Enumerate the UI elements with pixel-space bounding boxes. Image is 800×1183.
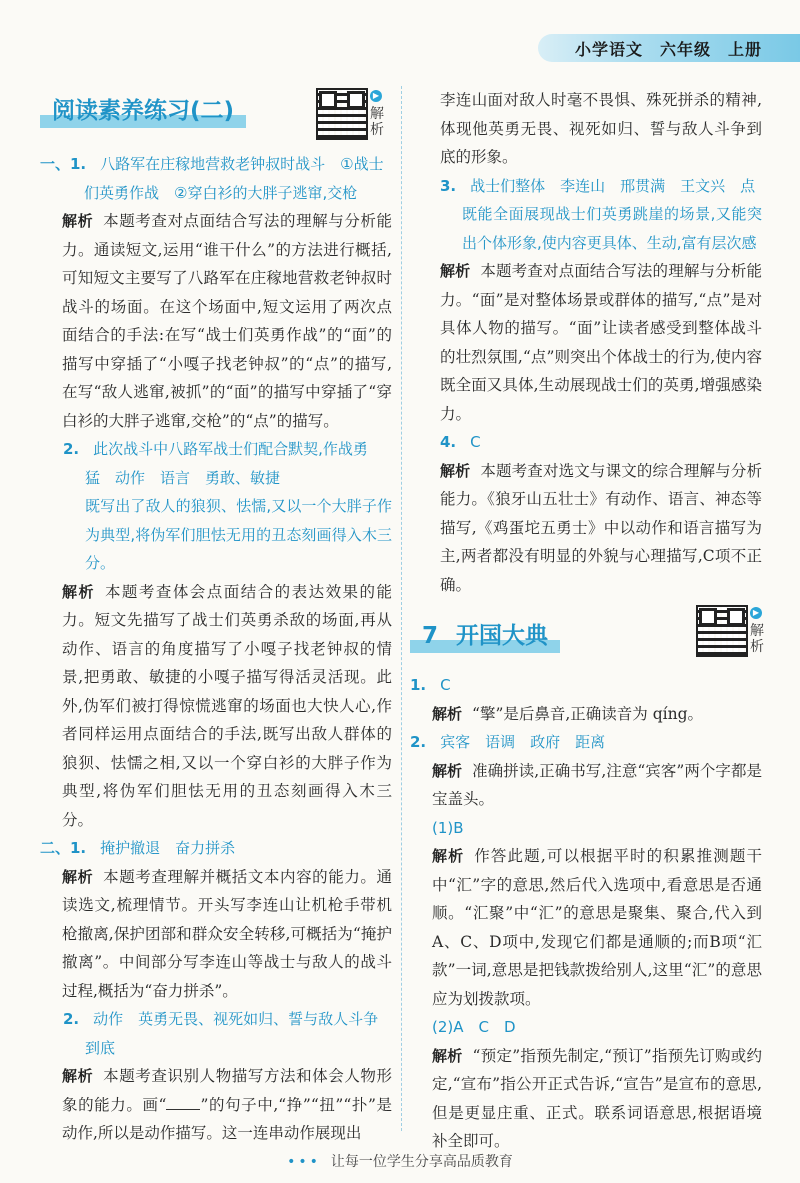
analysis-paragraph: 解析 “预定”指预先制定,“预订”指预先订购或约定,“宣布”指公开正式告诉,“宣告”是宣布的意思,但是更显庄重、正式。联系词语意思,根据语境补全即可。 bbox=[432, 1046, 762, 1150]
underline-blank bbox=[166, 1093, 200, 1110]
answer-text: 猛 动作 语言 勇敢、敏捷 bbox=[85, 468, 281, 487]
analysis-label: 解析 bbox=[62, 867, 94, 886]
answer-text: 既能全面展现战士们英勇跳崖的场景,又能突出个体形象,使内容更具体、生动,富有层次感 bbox=[462, 205, 762, 252]
analysis-label: 解析 bbox=[440, 262, 471, 280]
answer-text: 此次战斗中八路军战士们配合默契,作战勇 bbox=[93, 440, 368, 458]
analysis-label: 解析 bbox=[432, 761, 463, 780]
answer-text: 战士们整体 李连山 邢贯满 王文兴 点 bbox=[470, 176, 756, 195]
footer-dots: ••• bbox=[287, 1154, 321, 1170]
analysis-paragraph: 解析 作答此题,可以根据平时的积累推测题干中“汇”字的意思,然后代入选项中,看意思是否通顺。“汇聚”中“汇”的意思是聚集、聚合,代入到A、C、D项中,发现它们都是通顺的;而B项“汇款”一词,意思是把钱款拨给别人,这里“汇”的意思应为划拨款项。 bbox=[432, 847, 762, 1008]
footer-slogan: 让每一位学生分享高品质教育 bbox=[330, 1154, 513, 1170]
section-title: 阅读素养练习(二) bbox=[40, 94, 246, 128]
answer-text: (2)A C D bbox=[432, 1018, 516, 1036]
question-number: 1. bbox=[410, 676, 427, 694]
page-footer bbox=[0, 1151, 800, 1171]
question-number: 一、1. bbox=[40, 155, 87, 173]
question-number: 2. bbox=[63, 1010, 80, 1028]
continued-paragraph: 李连山面对敌人时毫不畏惧、殊死拼杀的精神,体现他英勇无畏、视死如归、誓与敌人斗争到底的形象。 bbox=[440, 91, 762, 166]
qr-label: 解析 bbox=[370, 106, 384, 138]
analysis-paragraph: 解析 本题考查识别人物描写方法和体会人物形象的能力。画“ ”的句子中,“挣”“扭”“扑”是动作,所以是动作描写。这一连串动作展现出 bbox=[62, 1067, 392, 1142]
answer-text: 动作 英勇无畏、视死如归、誓与敌人斗争 bbox=[93, 1010, 379, 1028]
question-number: 二、1. bbox=[40, 839, 87, 857]
page-header bbox=[0, 34, 800, 62]
qr-label: 解析 bbox=[750, 623, 764, 655]
analysis-paragraph: 解析 “擎”是后鼻音,正确读音为 qíng。 bbox=[432, 704, 704, 723]
answer-text: C bbox=[470, 433, 481, 451]
answer-text: C bbox=[440, 676, 451, 694]
analysis-label: 解析 bbox=[432, 1046, 463, 1065]
analysis-paragraph: 解析 准确拼读,正确书写,注意“宾客”两个字都是宝盖头。 bbox=[432, 761, 762, 808]
analysis-label: 解析 bbox=[62, 212, 94, 230]
analysis-label: 解析 bbox=[432, 704, 463, 723]
analysis-paragraph: 解析 本题考查对点面结合写法的理解与分析能力。“面”是对整体场景或群体的描写,“点”是对具体人物的描写。“面”让读者感受到整体战斗的壮烈氛围,“点”则突出个体战士的行为,使内容既全面又具体,生动展现战士们的英勇,增强感染力。 bbox=[440, 262, 762, 423]
play-icon: ▶ bbox=[370, 90, 382, 102]
analysis-label: 解析 bbox=[62, 582, 95, 601]
analysis-paragraph: 解析 本题考查理解并概括文本内容的能力。通读选文,梳理情节。开头写李连山让机枪手带机枪撤离,保护团部和群众安全转移,可概括为“掩护撤离”。中间部分写李连山等战士与敌人的战斗过程,概括为“奋力拼杀”。 bbox=[62, 867, 392, 1000]
answer-text: 掩护撤退 奋力拼杀 bbox=[100, 839, 236, 857]
answer-text: 宾客 语调 政府 距离 bbox=[440, 733, 606, 751]
lesson-title: 7 开国大典 bbox=[410, 619, 560, 653]
analysis-label: 解析 bbox=[432, 847, 465, 865]
qr-code-icon[interactable] bbox=[316, 88, 368, 140]
answer-text: 们英勇作战 ②穿白衫的大胖子逃窜,交枪 bbox=[84, 183, 358, 202]
answer-text: 八路军在庄稼地营救老钟叔时战斗 ①战士 bbox=[100, 155, 384, 173]
analysis-label: 解析 bbox=[440, 461, 471, 480]
play-icon: ▶ bbox=[750, 607, 762, 619]
right-column bbox=[410, 86, 762, 1156]
analysis-label: 解析 bbox=[62, 1067, 94, 1085]
answer-text: 既写出了敌人的狼狈、怯懦,又以一个大胖子作为典型,将伪军们胆怯无用的丑态刻画得入木三分。 bbox=[85, 497, 392, 572]
question-number: 4. bbox=[440, 433, 457, 451]
answer-text: 到底 bbox=[85, 1038, 116, 1057]
question-number: 3. bbox=[440, 176, 457, 195]
column-divider bbox=[401, 86, 402, 1131]
analysis-paragraph: 解析 本题考查对选文与课文的综合理解与分析能力。《狼牙山五壮士》有动作、语言、神态等描写,《鸡蛋坨五勇士》中以动作和语言描写为主,两者都没有明显的外貌与心理描写,C项不正确。 bbox=[440, 461, 762, 594]
analysis-paragraph: 解析 本题考查体会点面结合的表达效果的能力。短文先描写了战士们英勇杀敌的场面,再从动作、语言的角度描写了小嘎子找老钟叔的情景,把勇敢、敏捷的小嘎子描写得活灵活现。此外,伪军们被打得惊慌逃窜的场面也大快人心,作者同样运用点面结合的手法,既写出敌人群体的狼狈、怯懦之相,又以一个穿白衫的大胖子作为典型,将伪军们胆怯无用的丑态刻画得入木三分。 bbox=[62, 582, 392, 829]
qr-code-icon[interactable] bbox=[696, 605, 748, 657]
question-number: 2. bbox=[410, 733, 427, 751]
analysis-paragraph: 解析 本题考查对点面结合写法的理解与分析能力。通读短文,运用“谁干什么”的方法进行概括,可知短文主要写了八路军在庄稼地营救老钟叔时战斗的场面。在这个场面中,短文运用了两次点面结合的手法:在写“战士们英勇作战”的“面”的描写中穿插了“小嘎子找老钟叔”的“点”的描写,在写“敌人逃窜,被抓”的“面”的描写中穿插了“穿白衫的大胖子逃窜,交枪”的“点”的描写。 bbox=[62, 212, 392, 430]
answer-text: (1)B bbox=[432, 818, 464, 837]
book-title: 小学语文 六年级 上册 bbox=[574, 40, 762, 59]
question-number: 2. bbox=[63, 440, 80, 458]
left-column bbox=[40, 84, 392, 1148]
